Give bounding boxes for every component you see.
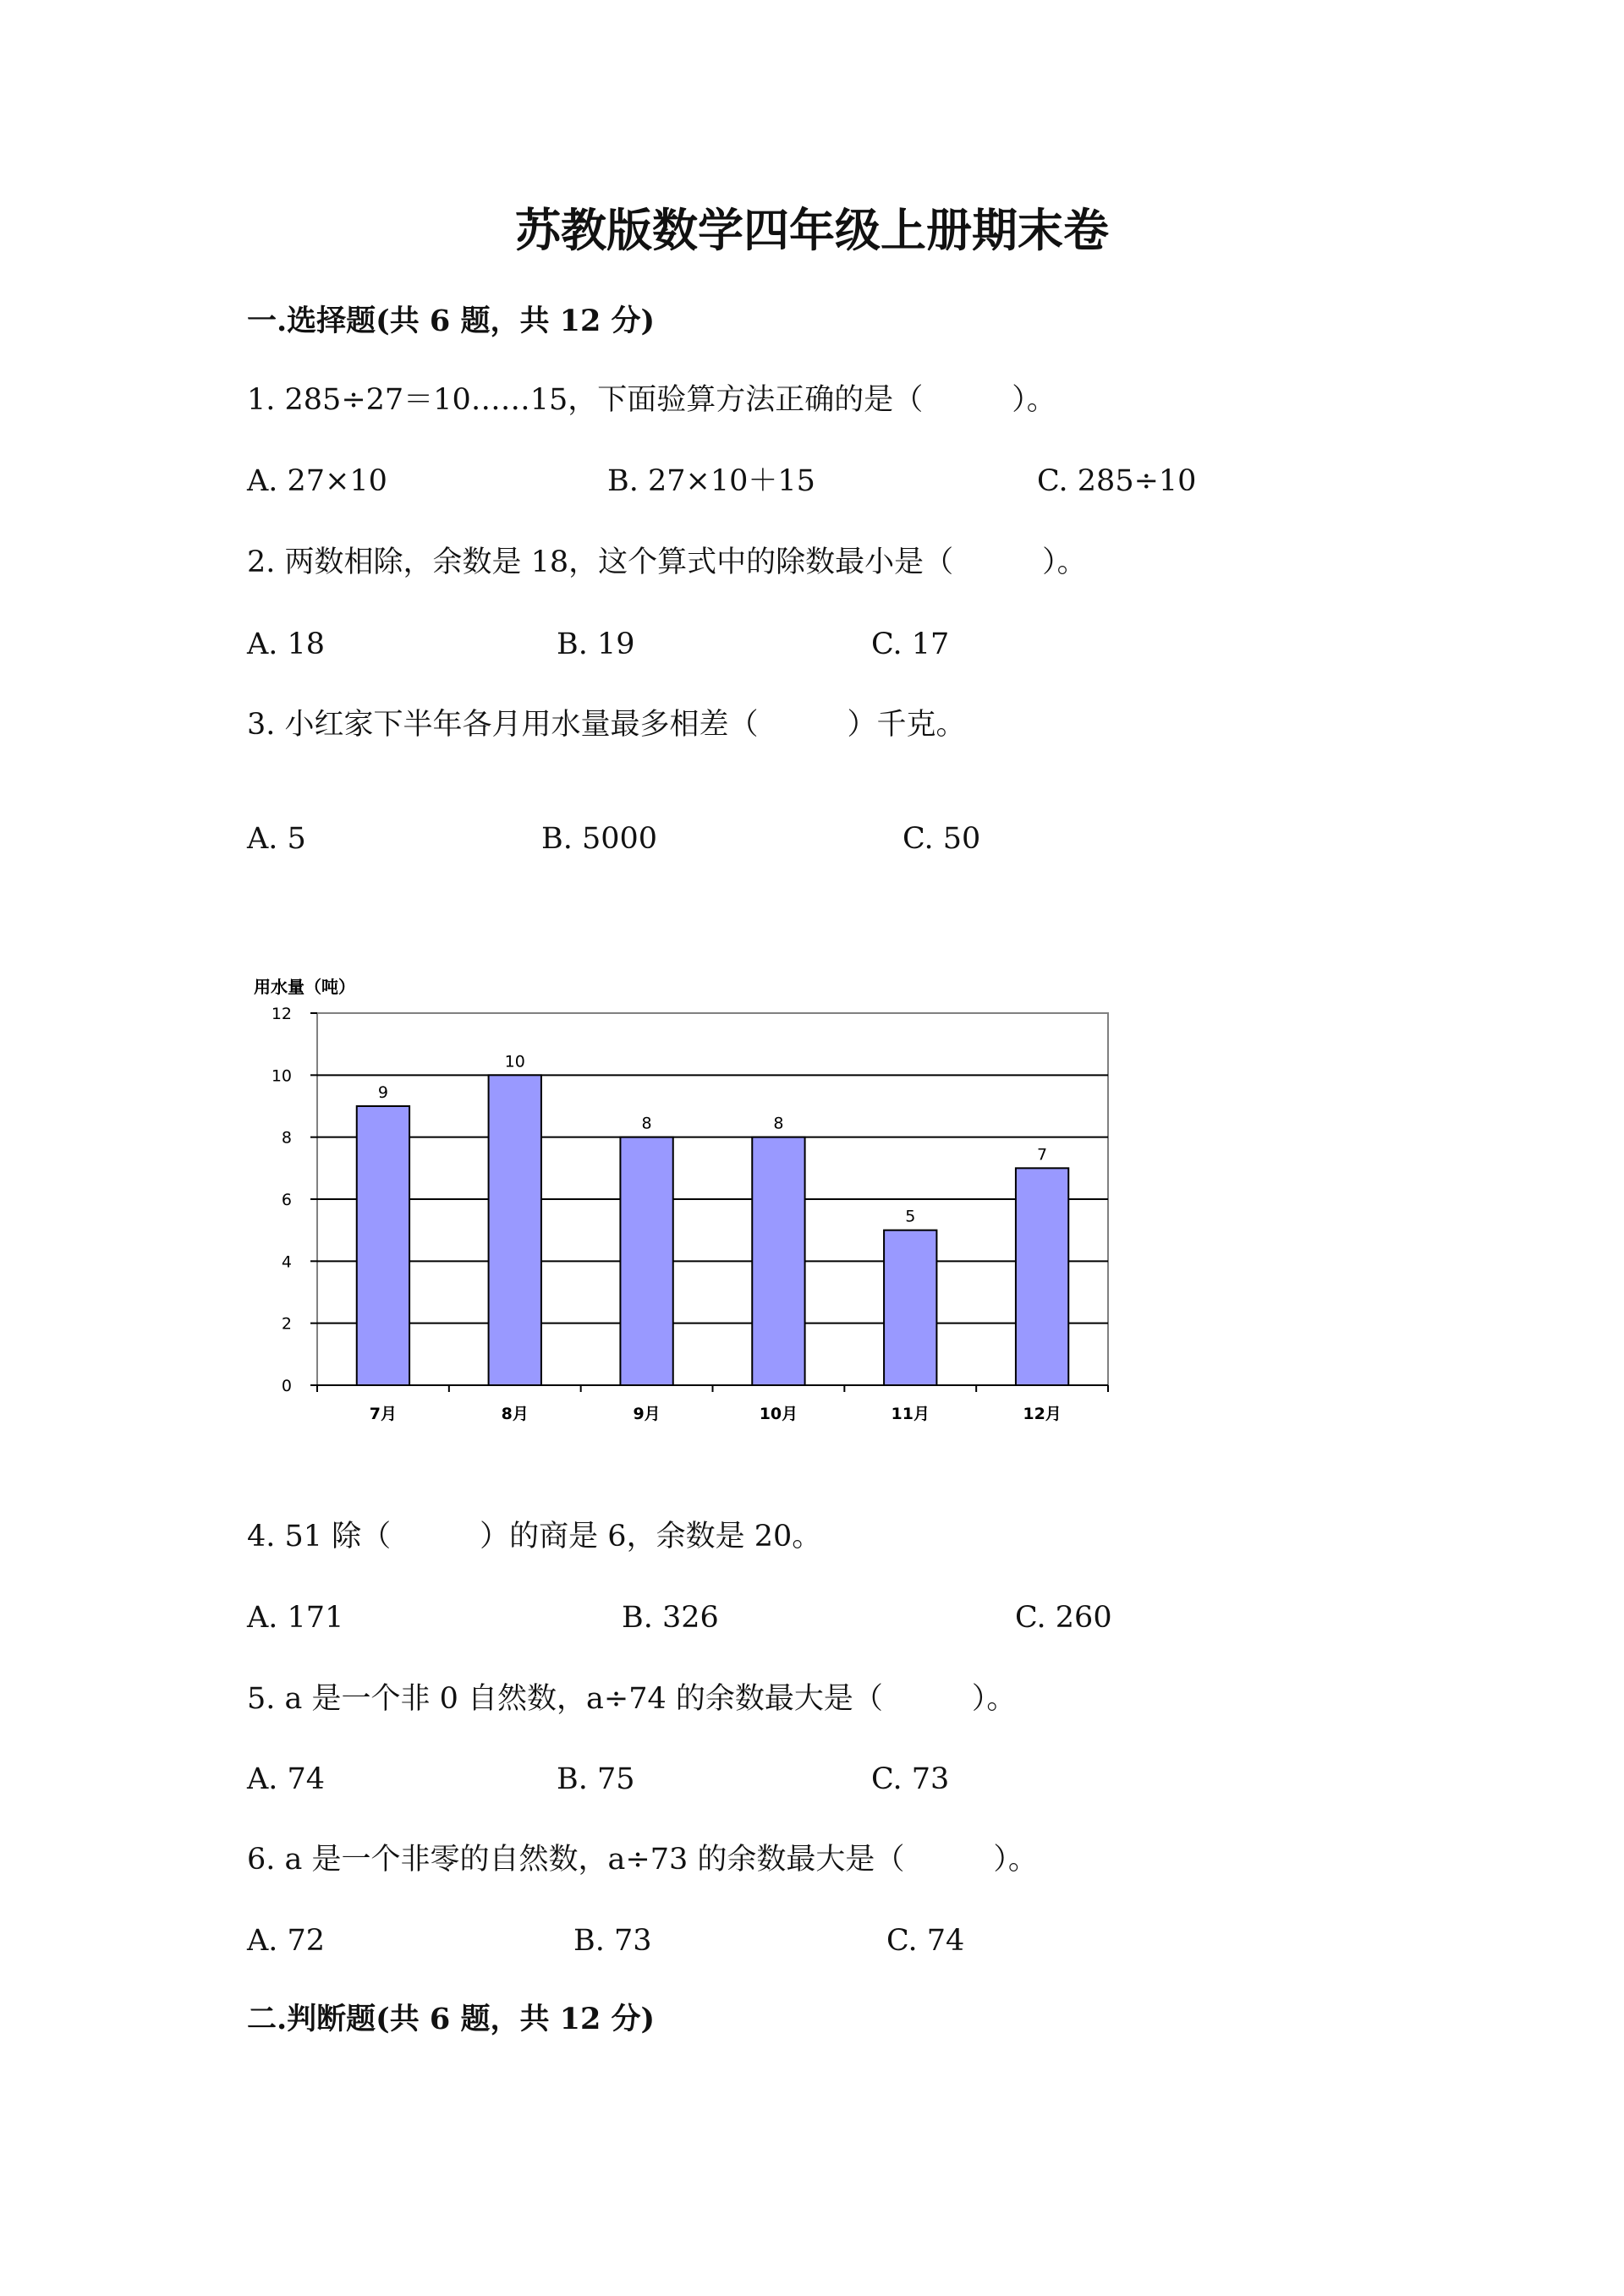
section-heading-judgement: 二.判断题(共 6 题，共 12 分) bbox=[247, 2002, 656, 2036]
bar bbox=[620, 1137, 672, 1385]
q3-option-a[interactable]: A. 5 bbox=[247, 822, 306, 856]
question-3: 3. 小红家下半年各月用水量最多相差（ ）千克。 bbox=[247, 708, 966, 742]
bar-value-label: 8 bbox=[641, 1114, 652, 1133]
x-tick-label: 11月 bbox=[891, 1405, 930, 1423]
x-tick-label: 10月 bbox=[759, 1405, 798, 1423]
y-tick-label: 12 bbox=[271, 1005, 292, 1023]
x-tick-label: 9月 bbox=[633, 1405, 661, 1423]
q2-option-a[interactable]: A. 18 bbox=[247, 627, 326, 661]
water-usage-bar-chart bbox=[245, 973, 1116, 1438]
q6-option-a[interactable]: A. 72 bbox=[247, 1924, 326, 1958]
y-tick-label: 8 bbox=[281, 1128, 292, 1148]
q6-option-c[interactable]: C. 74 bbox=[886, 1924, 965, 1958]
bar-value-label: 10 bbox=[504, 1052, 525, 1071]
q1-option-c[interactable]: C. 285÷10 bbox=[1037, 464, 1197, 498]
q5-option-b[interactable]: B. 75 bbox=[557, 1762, 635, 1796]
x-tick-label: 7月 bbox=[369, 1405, 398, 1423]
y-tick-label: 0 bbox=[281, 1377, 292, 1395]
q3-option-b[interactable]: B. 5000 bbox=[541, 822, 658, 856]
bar-value-label: 9 bbox=[377, 1083, 388, 1102]
question-2: 2. 两数相除，余数是 18，这个算式中的除数最小是（ ）。 bbox=[247, 545, 1087, 579]
question-1: 1. 285÷27＝10……15，下面验算方法正确的是（ ）。 bbox=[247, 383, 1056, 417]
q2-option-b[interactable]: B. 19 bbox=[557, 627, 635, 661]
q2-option-c[interactable]: C. 17 bbox=[871, 627, 950, 661]
q5-option-c[interactable]: C. 73 bbox=[871, 1762, 950, 1796]
question-4: 4. 51 除（ ）的商是 6，余数是 20。 bbox=[247, 1520, 822, 1553]
y-tick-label: 2 bbox=[281, 1314, 292, 1334]
bar bbox=[884, 1230, 936, 1385]
y-tick-label: 10 bbox=[271, 1066, 292, 1086]
x-tick-label: 12月 bbox=[1023, 1405, 1062, 1423]
bar bbox=[752, 1137, 804, 1385]
q1-option-a[interactable]: A. 27×10 bbox=[247, 464, 387, 498]
page-title: 苏教版数学四年级上册期末卷 bbox=[515, 203, 1109, 257]
bar-value-label: 5 bbox=[905, 1207, 916, 1226]
q5-option-a[interactable]: A. 74 bbox=[247, 1762, 326, 1796]
section-heading-choice: 一.选择题(共 6 题，共 12 分) bbox=[247, 304, 656, 338]
bar-value-label: 8 bbox=[773, 1114, 784, 1133]
question-6: 6. a 是一个非零的自然数，a÷73 的余数最大是（ ）。 bbox=[247, 1843, 1038, 1877]
bar bbox=[1016, 1168, 1068, 1385]
q4-option-a[interactable]: A. 171 bbox=[247, 1601, 344, 1635]
q3-option-c[interactable]: C. 50 bbox=[903, 822, 981, 856]
question-5: 5. a 是一个非 0 自然数，a÷74 的余数最大是（ ）。 bbox=[247, 1682, 1017, 1716]
q6-option-b[interactable]: B. 73 bbox=[573, 1924, 652, 1958]
y-axis-label: 用水量（吨） bbox=[254, 977, 355, 997]
q4-option-b[interactable]: B. 326 bbox=[622, 1601, 719, 1635]
bar bbox=[489, 1075, 541, 1385]
bar-value-label: 7 bbox=[1037, 1145, 1048, 1164]
y-tick-label: 4 bbox=[281, 1252, 292, 1272]
y-tick-label: 6 bbox=[281, 1191, 292, 1209]
q1-option-b[interactable]: B. 27×10＋15 bbox=[607, 464, 815, 498]
x-tick-label: 8月 bbox=[501, 1405, 529, 1423]
bar bbox=[357, 1106, 409, 1385]
q4-option-c[interactable]: C. 260 bbox=[1015, 1601, 1112, 1635]
